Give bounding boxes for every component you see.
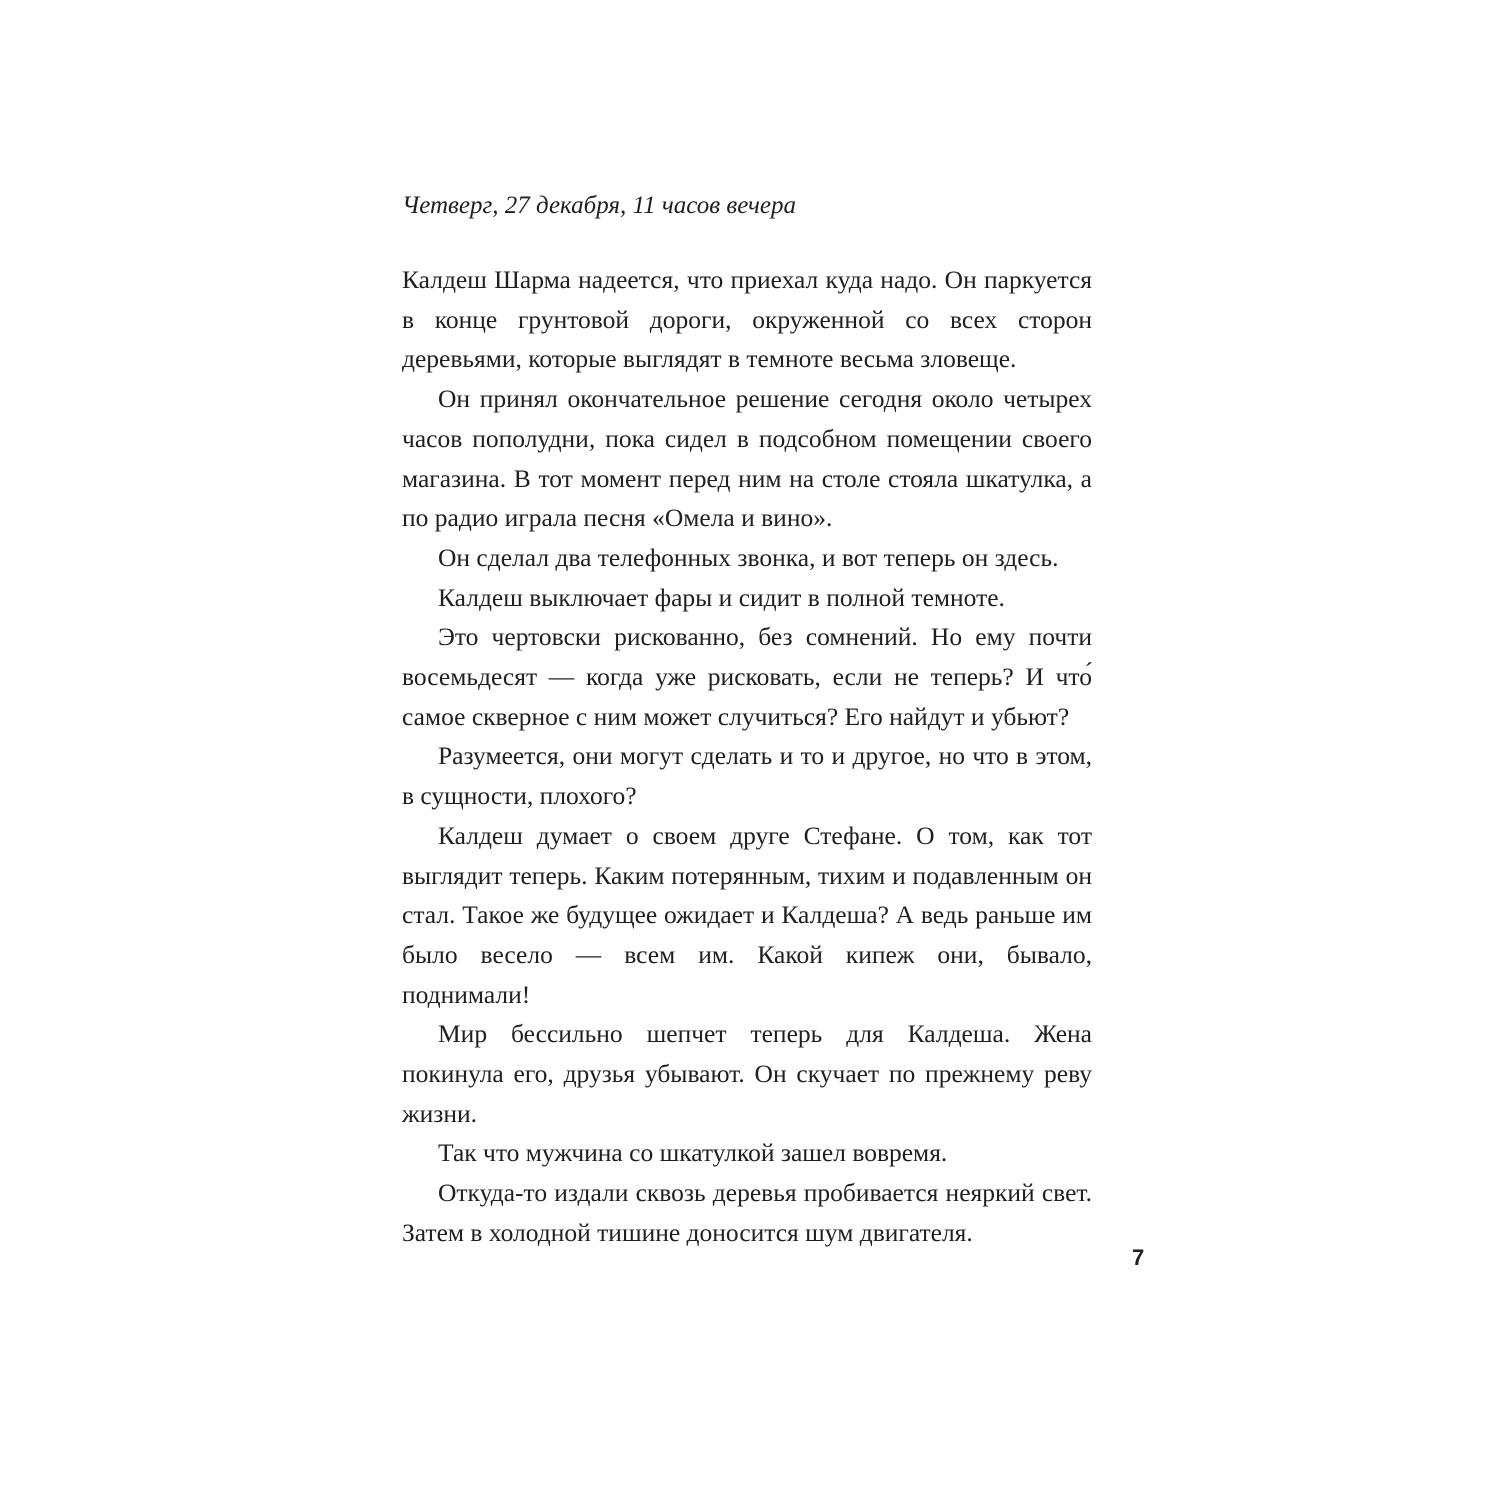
paragraph: Разумеется, они могут сделать и то и другое, но что в этом, в сущности, плохого? xyxy=(402,741,1092,811)
paragraph: Мир бессильно шепчет теперь для Калдеша. Жена покинула его, друзья убывают. Он скучает по прежнему реву жизни. xyxy=(402,1019,1092,1128)
paragraph: Он сделал два телефонных звонка, и вот теперь он здесь. xyxy=(438,542,1059,572)
paragraph: Откуда-то издали сквозь деревья пробивается неяркий свет. Затем в холодной тишине доносится шум двигателя. xyxy=(402,1178,1092,1247)
book-page xyxy=(402,182,1092,1253)
paragraph: Калдеш выключает фары и сидит в полной темноте. xyxy=(438,582,1005,612)
paragraph: Это чертовски рискованно, без сомнений. Но ему почти восемьдесят — когда уже рисковать, если не теперь? И что́ самое скверное с ним может случиться? Его найдут и убьют? xyxy=(402,622,1092,731)
body-text xyxy=(402,260,1092,1253)
page-number: 7 xyxy=(1132,1245,1145,1270)
chapter-heading: Четверг, 27 декабря, 11 часов вечера xyxy=(402,192,797,219)
paragraph: Он принял окончательное решение сегодня около четырех часов пополудни, пока сидел в подсобном помещении своего магазина. В тот момент перед ним на столе стояла шкатулка, а по радио играла песня «Омела и вино». xyxy=(402,384,1092,533)
paragraph: Калдеш Шарма надеется, что приехал куда надо. Он паркуется в конце грунтовой дороги, окруженной со всех сторон деревьями, которые выглядят в темноте весьма зловеще. xyxy=(402,265,1092,374)
paragraph: Калдеш думает о своем друге Стефане. О том, как тот выглядит теперь. Каким потерянным, тихим и подавленным он стал. Такое же будущее ожидает и Калдеша? А ведь раньше им было весело — всем им. Какой кипеж они, бывало, поднимали! xyxy=(402,820,1092,1009)
paragraph: Так что мужчина со шкатулкой зашел вовремя. xyxy=(438,1138,948,1168)
